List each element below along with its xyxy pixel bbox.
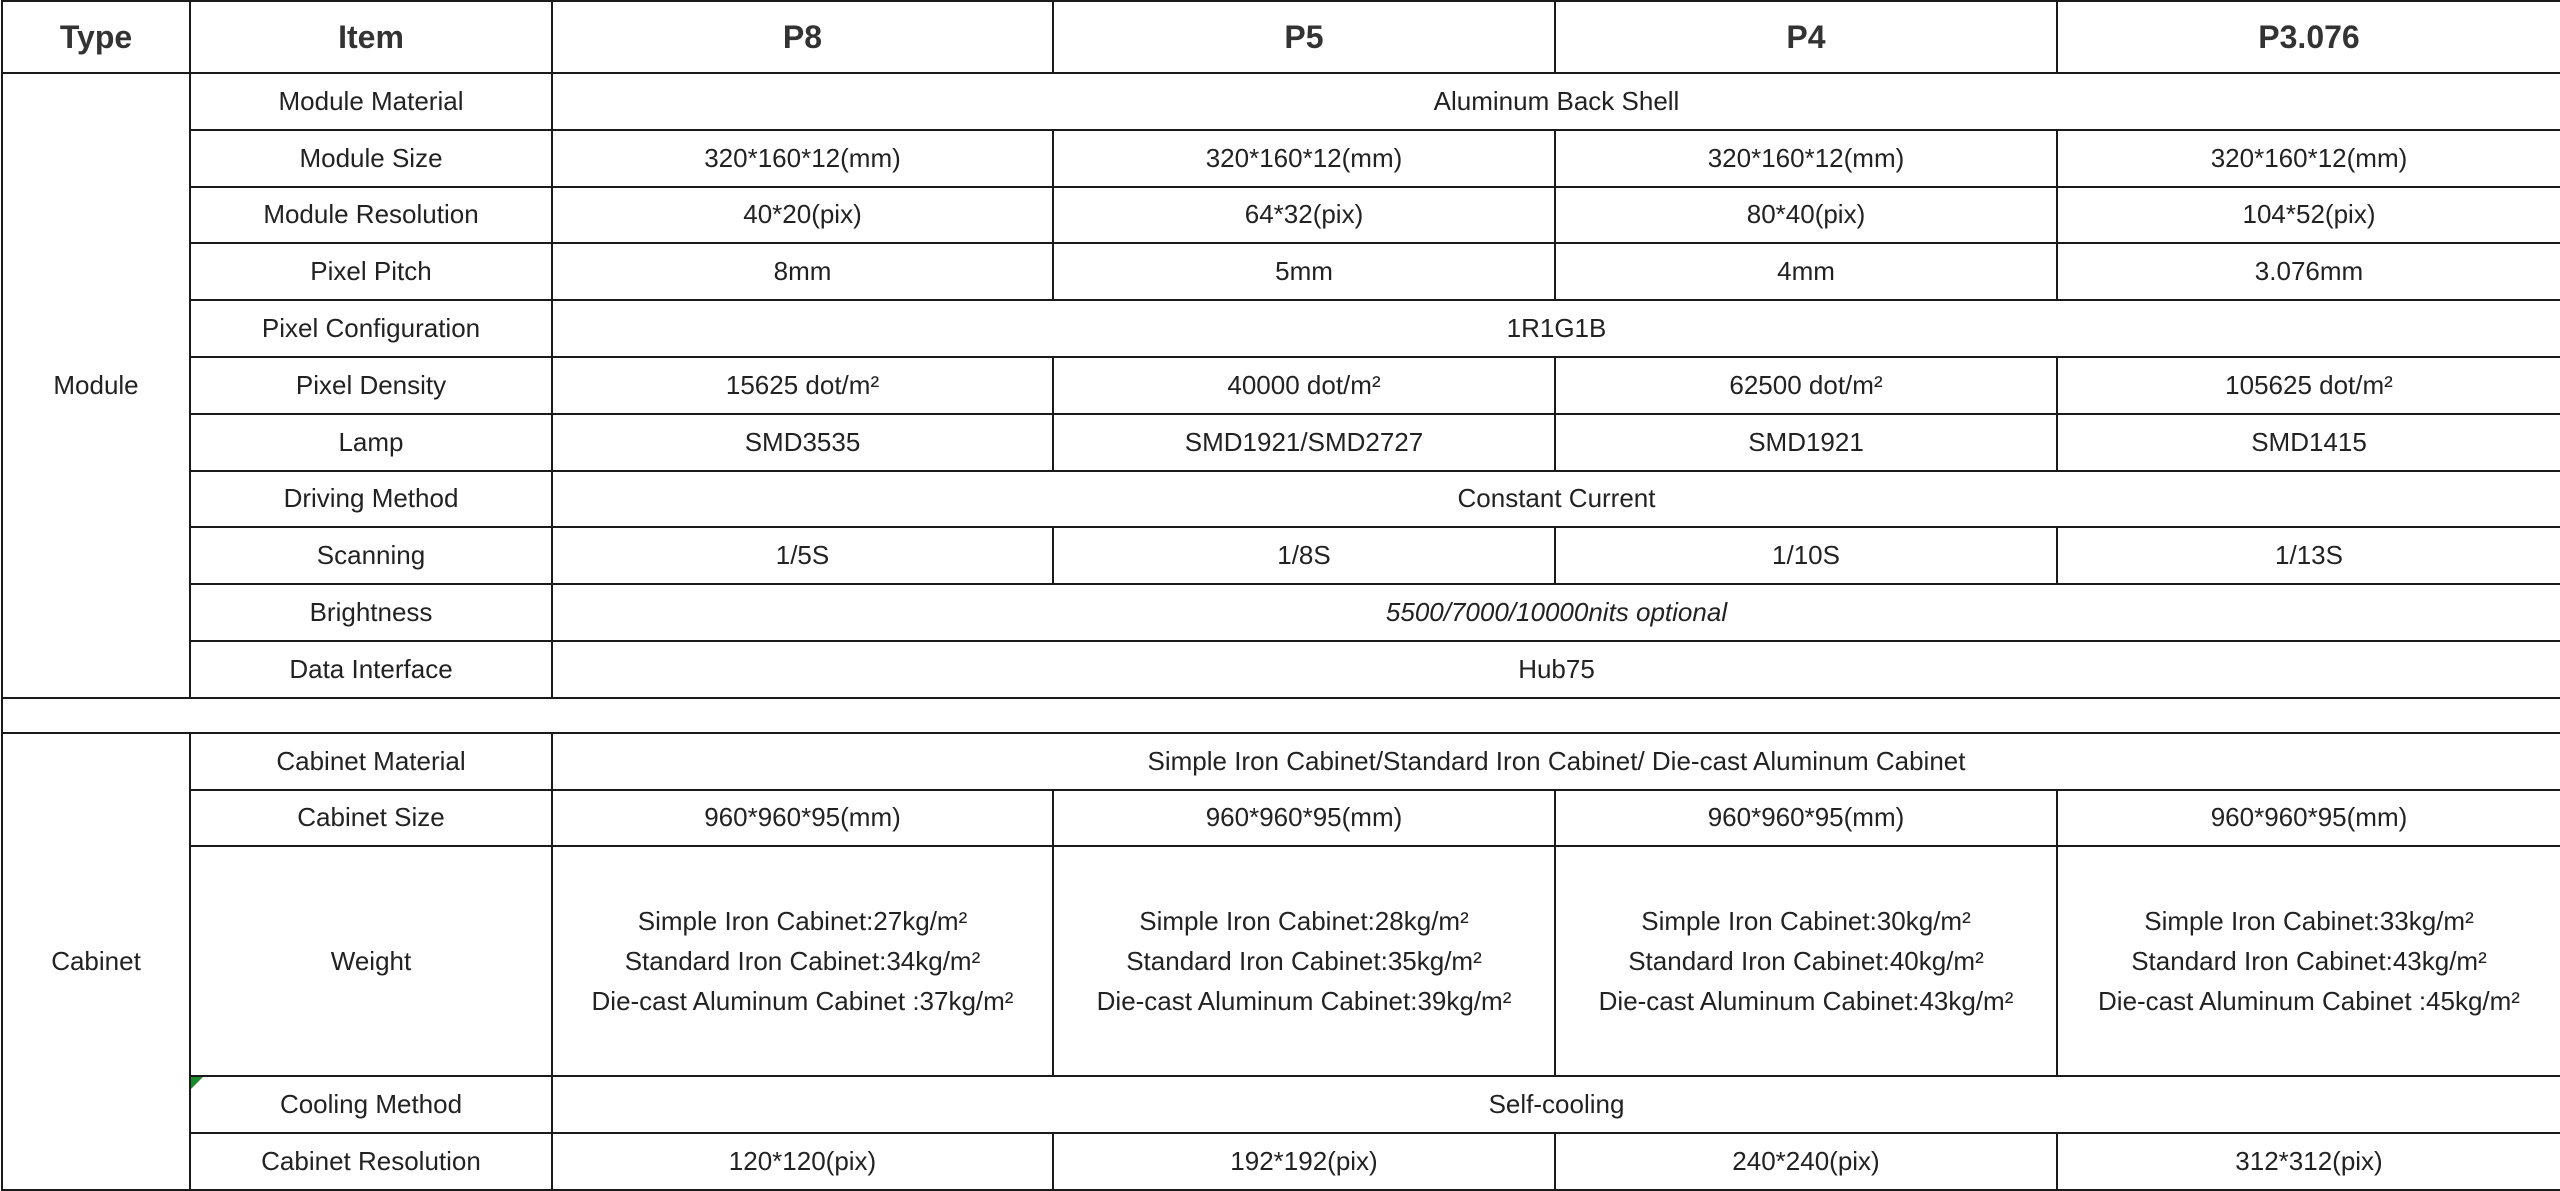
- spacer-cell: [2, 698, 2560, 733]
- table-row: [2, 187, 2560, 244]
- cell-value: 320*160*12(mm): [1053, 130, 1555, 187]
- cell-value: Self-cooling: [552, 1076, 2560, 1133]
- type-cabinet: Cabinet: [2, 733, 190, 1190]
- cell-value: 1/5S: [552, 527, 1053, 584]
- cell-value: 15625 dot/m²: [552, 357, 1053, 414]
- row-label: Cabinet Material: [190, 733, 552, 790]
- row-label: Module Material: [190, 73, 552, 130]
- cell-value: 320*160*12(mm): [552, 130, 1053, 187]
- weight-line: Die-cast Aluminum Cabinet:43kg/m²: [1598, 986, 2014, 1017]
- cell-value: 960*960*95(mm): [2057, 790, 2560, 847]
- cell-value: 960*960*95(mm): [1053, 790, 1555, 847]
- cell-value: 3.076mm: [2057, 243, 2560, 300]
- weight-line: Standard Iron Cabinet:43kg/m²: [2131, 946, 2487, 977]
- weight-line: Simple Iron Cabinet:33kg/m²: [2144, 906, 2474, 937]
- row-label: Driving Method: [190, 471, 552, 528]
- weight-line: Die-cast Aluminum Cabinet:39kg/m²: [1096, 986, 1512, 1017]
- weight-line: Simple Iron Cabinet:30kg/m²: [1641, 906, 1971, 937]
- row-label: Weight: [190, 846, 552, 1076]
- cell-value: 40*20(pix): [552, 187, 1053, 244]
- spacer-row: [2, 698, 2560, 733]
- header-p4: P4: [1555, 1, 2057, 73]
- cell-value: SMD1921: [1555, 414, 2057, 471]
- header-p3: P3.076: [2057, 1, 2560, 73]
- type-module: Module: [2, 73, 190, 698]
- table-row: [2, 790, 2560, 847]
- spec-table: [1, 0, 2560, 1191]
- row-label: Brightness: [190, 584, 552, 641]
- table-row: [2, 733, 2560, 790]
- cell-value: 320*160*12(mm): [2057, 130, 2560, 187]
- cell-value: 320*160*12(mm): [1555, 130, 2057, 187]
- cell-value: 1/8S: [1053, 527, 1555, 584]
- cell-value: 80*40(pix): [1555, 187, 2057, 244]
- cell-value: 312*312(pix): [2057, 1133, 2560, 1190]
- weight-line: Standard Iron Cabinet:35kg/m²: [1126, 946, 1482, 977]
- cell-value: 960*960*95(mm): [552, 790, 1053, 847]
- table-row: [2, 73, 2560, 130]
- cell-value: 8mm: [552, 243, 1053, 300]
- row-label: Lamp: [190, 414, 552, 471]
- cell-value: 1/13S: [2057, 527, 2560, 584]
- header-p8: P8: [552, 1, 1053, 73]
- cell-value: 104*52(pix): [2057, 187, 2560, 244]
- cell-value: 105625 dot/m²: [2057, 357, 2560, 414]
- table-row: [2, 846, 2560, 1076]
- cell-value: [2057, 846, 2560, 1076]
- cell-value: 62500 dot/m²: [1555, 357, 2057, 414]
- cell-value: 240*240(pix): [1555, 1133, 2057, 1190]
- cell-value: Simple Iron Cabinet/Standard Iron Cabinet/ Die-cast Aluminum Cabinet: [552, 733, 2560, 790]
- cell-value: SMD1415: [2057, 414, 2560, 471]
- cell-value: SMD3535: [552, 414, 1053, 471]
- header-item: Item: [190, 1, 552, 73]
- table-row: [2, 641, 2560, 698]
- table-row: [2, 584, 2560, 641]
- weight-line: Die-cast Aluminum Cabinet :45kg/m²: [2098, 986, 2520, 1017]
- table-row: [2, 527, 2560, 584]
- cell-value: Constant Current: [552, 471, 2560, 528]
- row-label: Pixel Pitch: [190, 243, 552, 300]
- cell-value: 1/10S: [1555, 527, 2057, 584]
- weight-line: Simple Iron Cabinet:27kg/m²: [637, 906, 968, 937]
- cell-value: Hub75: [552, 641, 2560, 698]
- row-label: Module Resolution: [190, 187, 552, 244]
- row-label: Data Interface: [190, 641, 552, 698]
- cell-value: SMD1921/SMD2727: [1053, 414, 1555, 471]
- row-label: Pixel Configuration: [190, 300, 552, 357]
- table-row: [2, 471, 2560, 528]
- row-label: Cabinet Size: [190, 790, 552, 847]
- row-label: Module Size: [190, 130, 552, 187]
- weight-line: Simple Iron Cabinet:28kg/m²: [1139, 906, 1469, 937]
- table-row: [2, 1133, 2560, 1190]
- row-label: Scanning: [190, 527, 552, 584]
- table-row: [2, 414, 2560, 471]
- cell-value: 4mm: [1555, 243, 2057, 300]
- row-label: Cabinet Resolution: [190, 1133, 552, 1190]
- table-row: [2, 357, 2560, 414]
- cell-value: 5500/7000/10000nits optional: [552, 584, 2560, 641]
- header-p5: P5: [1053, 1, 1555, 73]
- cell-value: 1R1G1B: [552, 300, 2560, 357]
- cell-value: [1555, 846, 2057, 1076]
- weight-line: Die-cast Aluminum Cabinet :37kg/m²: [591, 986, 1014, 1017]
- cell-value: [552, 846, 1053, 1076]
- cell-value: 120*120(pix): [552, 1133, 1053, 1190]
- table-row: [2, 1076, 2560, 1133]
- cell-value: Aluminum Back Shell: [552, 73, 2560, 130]
- cell-value: 960*960*95(mm): [1555, 790, 2057, 847]
- cell-value: 5mm: [1053, 243, 1555, 300]
- table-row: [2, 243, 2560, 300]
- header-type: Type: [2, 1, 190, 73]
- cell-value: 40000 dot/m²: [1053, 357, 1555, 414]
- weight-line: Standard Iron Cabinet:34kg/m²: [624, 946, 981, 977]
- header-row: [2, 1, 2560, 73]
- table-row: [2, 130, 2560, 187]
- row-label: Cooling Method: [190, 1076, 552, 1133]
- cell-value: 64*32(pix): [1053, 187, 1555, 244]
- cell-value: [1053, 846, 1555, 1076]
- weight-line: Standard Iron Cabinet:40kg/m²: [1628, 946, 1984, 977]
- cell-value: 192*192(pix): [1053, 1133, 1555, 1190]
- row-label: Pixel Density: [190, 357, 552, 414]
- table-row: [2, 300, 2560, 357]
